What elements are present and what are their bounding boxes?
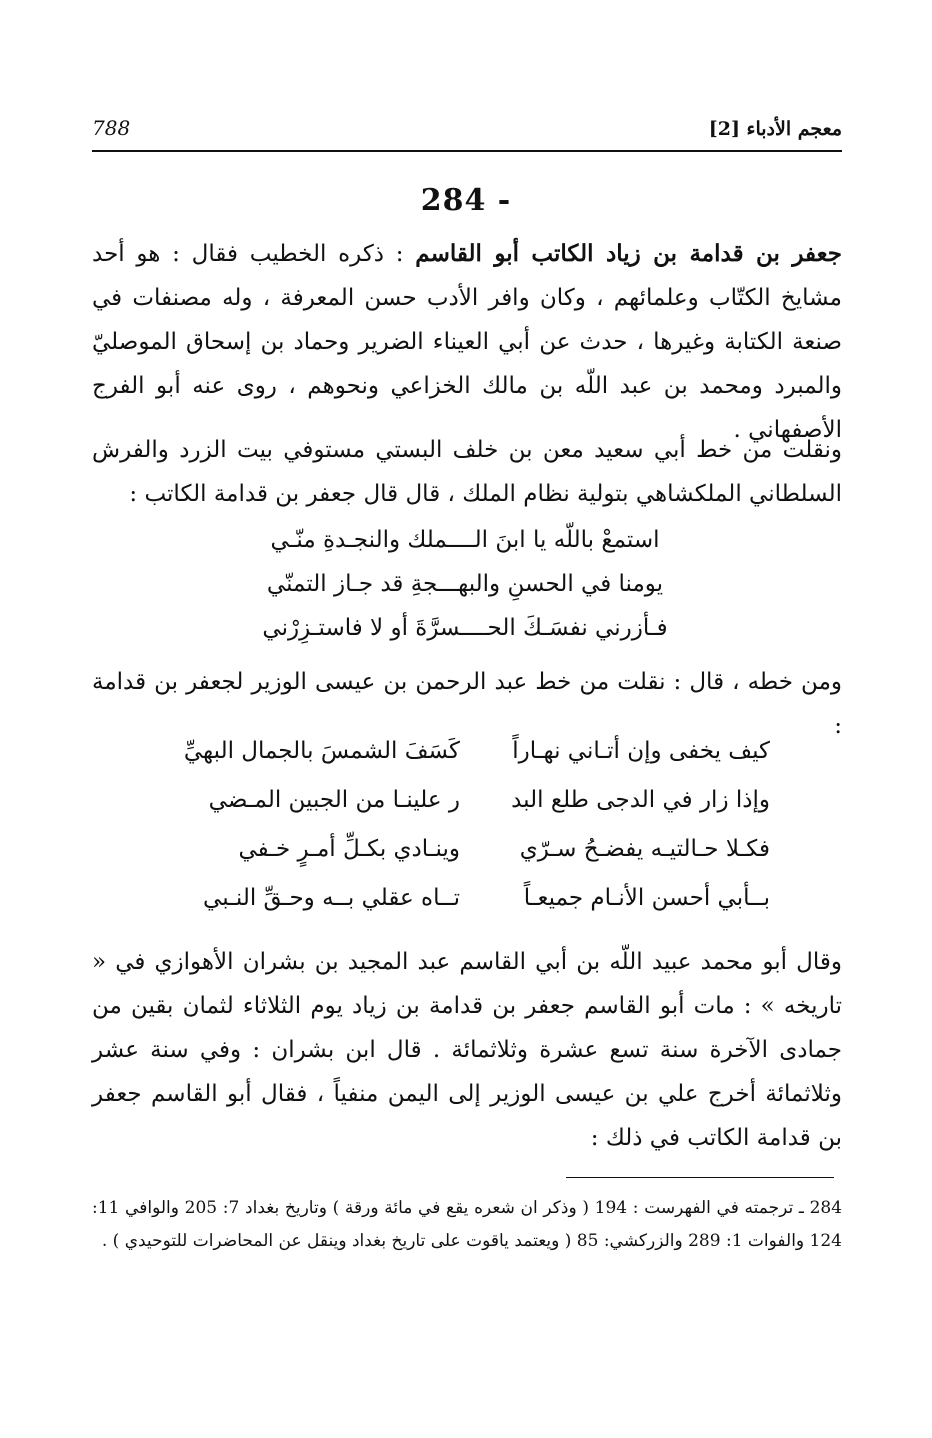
entry-paragraph-2: ونقلت من خط أبي سعيد معن بن خلف البستي مستوفي بيت الزرد والفرش السلطاني الملكشاهي بتولية نظام الملك ، قال قال جعفر بن قدامة الكاتب :	[92, 437, 842, 507]
hemistich-first: بــأبي أحسن الأنـام جميعـاً	[523, 885, 770, 911]
footnote-rule	[566, 1177, 834, 1178]
hemistich-first: فكـلا حـالتيـه يفضـحُ سـرّي	[519, 836, 770, 862]
couplet	[170, 885, 770, 934]
entry-number: 284 -	[420, 183, 512, 218]
hemistich-first: وإذا زار في الدجى طلع البد	[511, 787, 770, 813]
footnote: 284 ـ ترجمته في الفهرست : 194 ( وذكر ان شعره يقع في مائة ورقة ) وتاريخ بغداد 7: 205 والوافي 11: 124 والفوات 1: 289 والزركشي: 85 ( ويعتمد ياقوت على تاريخ بغداد وينقل عن المحاضرات للتوحيدي ) .	[92, 1198, 843, 1251]
hemistich-second: ر علينـا من الجبين المـضي	[208, 787, 460, 813]
verse-line: استمعْ باللّه يا ابنَ الــــملك والنجـدةِ منّـي	[270, 527, 660, 553]
entry-paragraph-1-text: : ذكره الخطيب فقال : هو أحد مشايخ الكتّاب وعلمائهم ، وكان وافر الأدب حسن المعرفة ، وله مصنفات في صنعة الكتابة وغيرها ، حدث عن أبي العيناء الضرير وحماد بن إسحاق الموصليّ والمبرد ومحمد بن عبد اللّه بن مالك الخزاعي ونحوهم ، روى عنه أبو الفرج الأصفهاني .	[92, 241, 843, 443]
verse-line: فـأزرني نفسَـكَ الحــــسرَّةَ أو لا فاستـزِرْني	[262, 615, 668, 641]
header-rule	[92, 150, 842, 152]
running-title: معجم الأدباء [2]	[708, 118, 842, 140]
hemistich-second: وينـادي بكـلِّ أمـرٍ خـفي	[238, 836, 460, 862]
couplet	[170, 787, 770, 836]
couplet	[170, 836, 770, 885]
entry-paragraph-3: ومن خطه ، قال : نقلت من خط عبد الرحمن بن عيسى الوزير لجعفر بن قدامة :	[92, 669, 842, 739]
entry-paragraph-4: وقال أبو محمد عبيد اللّه بن أبي القاسم عبد المجيد بن بشران الأهوازي في « تاريخه » : مات أبو القاسم جعفر بن قدامة بن زياد يوم الثلاثاء لثمان بقين من جمادى الآخرة سنة تسع عشرة وثلاثمائة . قال ابن بشران : وفي سنة عشر وثلاثمائة أخرج علي بن عيسى الوزير إلى اليمن منفياً ، فقال أبو القاسم جعفر بن قدامة الكاتب في ذلك :	[92, 949, 842, 1151]
verse-line: يومنا في الحسنِ والبهـــجةِ قد جـاز التمنّي	[266, 571, 664, 597]
couplet	[170, 738, 770, 787]
entry-paragraph-1	[92, 232, 842, 452]
verse-block-2	[170, 738, 770, 934]
hemistich-second: كَسَفَ الشمسَ بالجمال البهيِّ	[183, 738, 460, 764]
page-header	[92, 112, 842, 152]
verse-block-1	[230, 518, 700, 650]
entry-subject-name: جعفر بن قدامة بن زياد الكاتب أبو القاسم	[415, 240, 842, 267]
hemistich-second: تــاه عقلي بــه وحـقِّ النـبي	[203, 885, 460, 911]
hemistich-first: كيف يخفى وإن أتـاني نهـاراً	[512, 738, 770, 764]
page-number: 788	[92, 116, 131, 140]
